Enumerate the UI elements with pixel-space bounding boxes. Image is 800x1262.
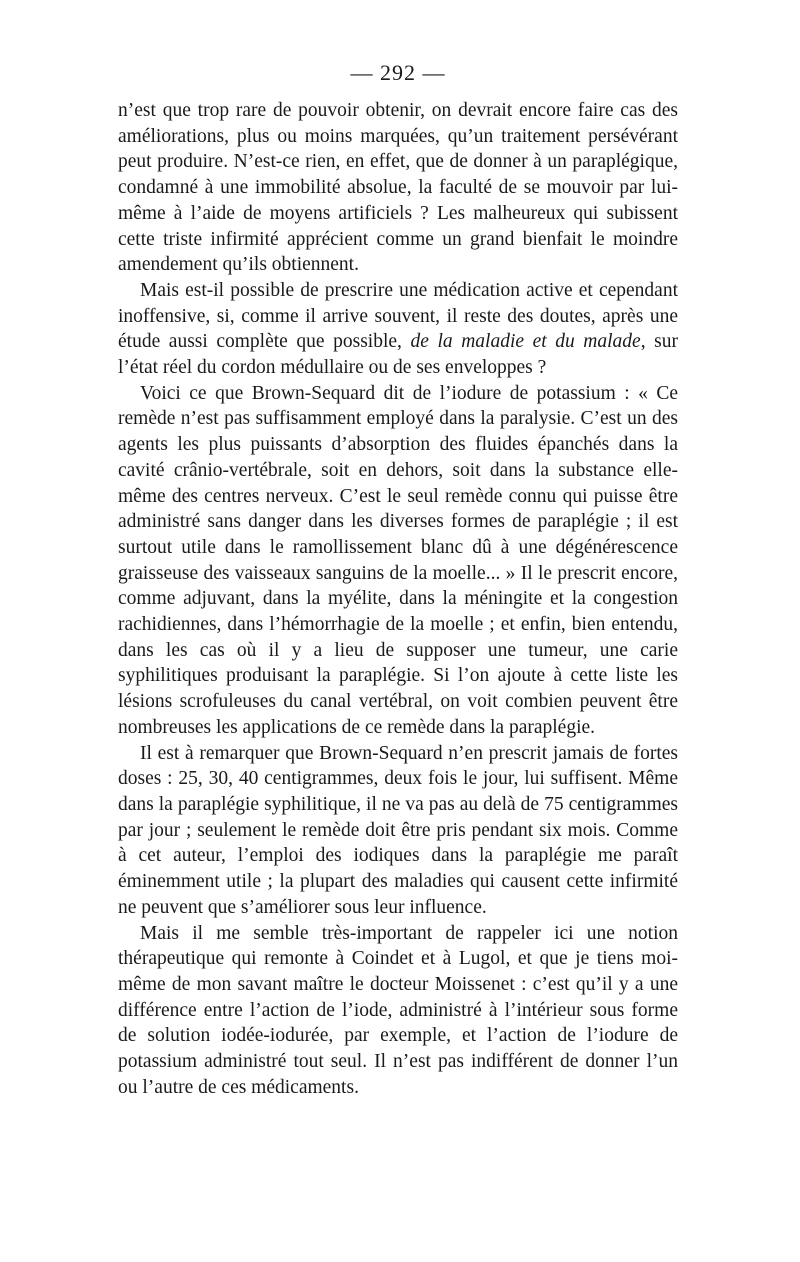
paragraph-1: n’est que trop rare de pouvoir obtenir, on devrait encore faire cas des améliorations, plus ou moins marquées, qu’un traitement persévérant peut produire. N’est-ce rien, en effet, que de donner à un paraplégique, condamné à une immobilité absolue, la faculté de se mouvoir par lui-même à l’aide de moyens artificiels ? Les malheureux qui subissent cette triste infirmité apprécient comme un grand bienfait le moindre amendement qu’ils obtiennent. [118, 100, 678, 276]
page-number: — 292 — [350, 60, 446, 85]
paragraph-2-text-before: Mais est-il possible de prescrire une médication active et cependant inoffensive, si, comme il arrive souvent, il reste des doutes, après une étude aussi complète que possible, [118, 279, 678, 353]
paragraph-4: Il est à remarquer que Brown-Sequard n’en prescrit jamais de fortes doses : 25, 30, 40 centigrammes, deux fois le jour, lui suffisent. Même dans la paraplégie syphilitique, il ne va pas au delà de 75 centigrammes par jour ; seulement le remède doit être pris pendant six mois. Comme à cet auteur, l’emploi des iodiques dans la paraplégie me paraît éminemment utile ; la plupart des maladies qui causent cette infirmité ne peuvent que s’améliorer sous leur influence. [118, 742, 678, 918]
paragraph-2-italic: de la maladie et du malade [410, 331, 641, 353]
paragraph-2-text-after: , sur l’état réel du cordon médullaire ou de ses enveloppes ? [118, 331, 678, 379]
paragraph-5: Mais il me semble très-important de rappeler ici une notion thérapeutique qui remonte à Coindet et à Lugol, et que je tiens moi-même de mon savant maître le docteur Moissenet : c’est qu’il y a une différence entre l’action de l’iode, administré à l’intérieur sous forme de solution iodée-iodurée, par exemple, et l’action de l’iodure de potassium administré tout seul. Il n’est pas indifférent de donner l’un ou l’autre de ces médicaments. [118, 922, 678, 1098]
paragraph-3: Voici ce que Brown-Sequard dit de l’iodure de potassium : « Ce remède n’est pas suffisamment employé dans la paralysie. C’est un des agents les plus puissants d’absorption des fluides épanchés dans la cavité crânio-vertébrale, soit en dehors, soit dans la substance elle-même des centres nerveux. C’est le seul remède connu qui puisse être administré sans danger dans les diverses formes de paraplégie ; il est surtout utile dans le ramollissement blanc dû à une dégénérescence graisseuse des vaisseaux sanguins de la moelle... » Il le prescrit encore, comme adjuvant, dans la myélite, dans la méningite et la congestion rachidiennes, dans l’hémorrhagie de la moelle ; et enfin, bien entendu, dans les cas où il y a lieu de supposer une tumeur, une carie syphilitiques produisant la paraplégie. Si l’on ajoute à cette liste les lésions scrofuleuses du canal vertébral, on voit combien peuvent être nombreuses les applications de ce remède dans la paraplégie. [118, 382, 678, 738]
book-page [118, 58, 678, 1100]
paragraph-2 [118, 278, 678, 381]
